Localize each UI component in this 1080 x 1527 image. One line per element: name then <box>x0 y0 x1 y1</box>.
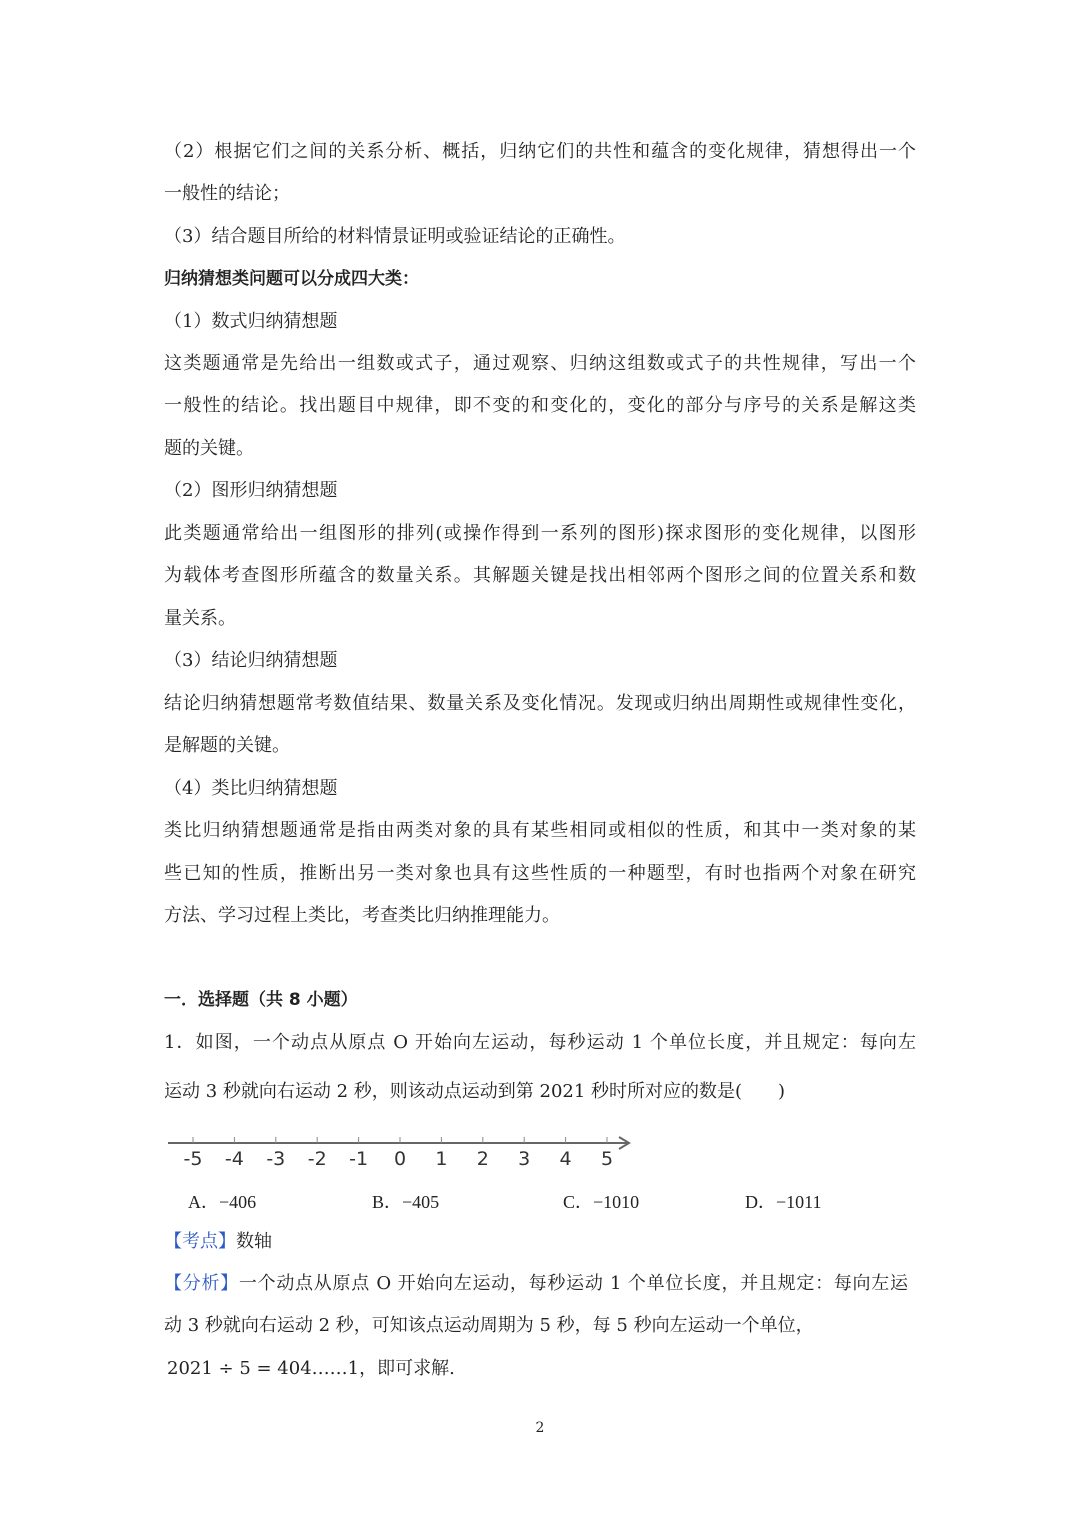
text-line: 题的关键。 <box>164 438 254 459</box>
fenxi-text: 一个动点从原点 O 开始向左运动，每秒运动 1 个单位长度，并且规定：每向左运 <box>238 1273 908 1294</box>
tick-label: -3 <box>266 1148 286 1170</box>
text-line: 运动 3 秒就向右运动 2 秒，则该动点运动到第 2021 秒时所对应的数是( ) <box>164 1081 786 1102</box>
text-line: 结论归纳猜想题常考数值结果、数量关系及变化情况。发现或归纳出周期性或规律性变化， <box>164 693 916 714</box>
fenxi-line-3: 2021 ÷ 5 = 404……1，即可求解. <box>167 1358 455 1379</box>
text-line: 类比归纳猜想题通常是指由两类对象的具有某些相同或相似的性质，和其中一类对象的某 <box>164 820 916 841</box>
text-line: 为载体考查图形所蕴含的数量关系。其解题关键是找出相邻两个图形之间的位置关系和数 <box>164 565 916 586</box>
tick-label: 4 <box>559 1148 572 1170</box>
tick-label: -2 <box>307 1148 327 1170</box>
number-line <box>160 1128 640 1173</box>
tick-label: 3 <box>518 1148 531 1170</box>
tick-label: 2 <box>476 1148 489 1170</box>
fenxi-tag: 【分析】 <box>164 1273 239 1294</box>
fenxi-line-1 <box>164 1272 908 1296</box>
text-line: （2）根据它们之间的关系分析、概括，归纳它们的共性和蕴含的变化规律，猜想得出一个 <box>164 141 916 162</box>
kaodian-text: 数轴 <box>236 1231 272 1252</box>
section-heading: 归纳猜想类问题可以分成四大类： <box>164 269 419 289</box>
kaodian-tag: 【考点】 <box>164 1231 236 1252</box>
tick-label: -1 <box>349 1148 369 1170</box>
tick-label: 0 <box>393 1148 407 1170</box>
text-line: 这类题通常是先给出一组数或式子，通过观察、归纳这组数或式子的共性规律，写出一个 <box>164 353 916 374</box>
section-heading: 一．选择题（共 8 小题） <box>164 990 358 1010</box>
option-c: C．−1010 <box>563 1192 640 1212</box>
text-line: 此类题通常给出一组图形的排列(或操作得到一系列的图形)探求图形的变化规律，以图形 <box>164 523 916 544</box>
tick-label: -4 <box>224 1148 244 1170</box>
text-line: （1）数式归纳猜想题 <box>164 311 338 332</box>
text-line: 一般性的结论； <box>164 183 290 204</box>
text-line: 1．如图，一个动点从原点 O 开始向左运动，每秒运动 1 个单位长度，并且规定：每向左 <box>164 1032 916 1053</box>
text-line: （3）结论归纳猜想题 <box>164 650 338 671</box>
text-line: 是解题的关键。 <box>164 735 290 756</box>
tick-label: 1 <box>435 1148 448 1170</box>
text-line: 方法、学习过程上类比，考查类比归纳推理能力。 <box>164 905 560 926</box>
text-line: （2）图形归纳猜想题 <box>164 480 338 501</box>
text-line: 量关系。 <box>164 608 236 629</box>
text-line: 一般性的结论。找出题目中规律，即不变的和变化的，变化的部分与序号的关系是解这类 <box>164 395 916 416</box>
page-number: 2 <box>535 1420 545 1436</box>
kaodian-line <box>164 1230 916 1254</box>
text-line: （4）类比归纳猜想题 <box>164 778 338 799</box>
option-b: B．−405 <box>372 1192 440 1212</box>
tick-label: 5 <box>600 1148 614 1170</box>
text-line: 些已知的性质，推断出另一类对象也具有这些性质的一种题型，有时也指两个对象在研究 <box>164 863 916 884</box>
fenxi-line-2: 动 3 秒就向右运动 2 秒，可知该点运动周期为 5 秒，每 5 秒向左运动一个单位， <box>164 1315 814 1336</box>
text-line: （3）结合题目所给的材料情景证明或验证结论的正确性。 <box>164 226 626 247</box>
option-d: D．−1011 <box>745 1192 822 1212</box>
tick-label: -5 <box>183 1148 203 1170</box>
option-a: A．−406 <box>188 1192 257 1212</box>
